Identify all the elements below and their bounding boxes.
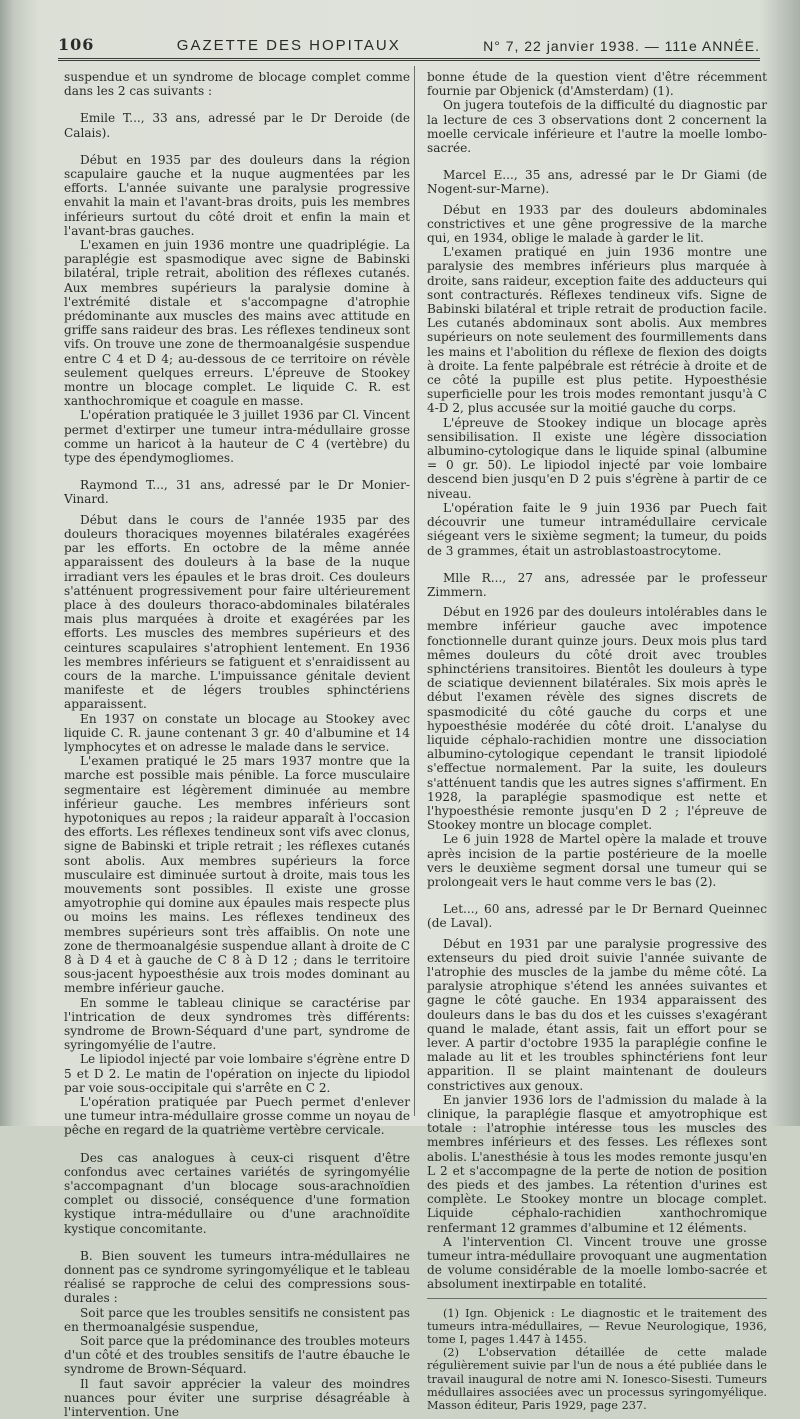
- paragraph: Soit parce que la prédominance des troubles moteurs d'un côté et des troubles sensitifs de l'autre ébauche le syndrome de Brown-Séquard.: [64, 1334, 410, 1377]
- paragraph: suspendue et un syndrome de blocage complet comme dans les 2 cas suivants :: [64, 70, 410, 99]
- paragraph: bonne étude de la question vient d'être récemment fournie par Objenick (d'Amsterdam) (1).: [427, 70, 767, 99]
- running-header: [58, 24, 760, 61]
- left-column: [64, 70, 410, 1419]
- footnote: (1) Ign. Objenick : Le diagnostic et le traitement des tumeurs intra-médullaires, — Revue Neurologique, 1936, tome I, pages 1.447 à 1455.: [427, 1306, 767, 1347]
- paragraph: En somme le tableau clinique se caractérise par l'intrication de deux syndromes très différents: syndrome de Brown-Séquard d'une part, syndrome de syringomyélie de l'autre.: [64, 995, 410, 1053]
- column-divider: [414, 66, 415, 1116]
- footnotes: [427, 1298, 767, 1413]
- paragraph: L'examen en juin 1936 montre une quadriplégie. La paraplégie est spasmodique avec signe de Babinski bilatéral, triple retrait, abolition des réflexes cutanés. Aux membres supérieurs la paralysie domine à l'extrémité distale et s'accompagne d'atrophie prédominante aux muscles des mains avec attitude en griffe sans raideur des bras. Les réflexes tendineux sont vifs. On trouve une zone de thermoanalgésie suspendue entre C 4 et D 4; au-dessous de ce territoire on révèle seulement quelques erreurs. L'épreuve de Stookey montre un blocage complet. Le liquide C. R. est xanthochromique et coagule en masse.: [64, 238, 410, 409]
- page-number: 106: [58, 35, 95, 54]
- paragraph: En 1937 on constate un blocage au Stookey avec liquide C. R. jaune contenant 3 gr. 40 d'albumine et 14 lymphocytes et on adresse le malade dans le service.: [64, 711, 410, 754]
- paragraph: L'examen pratiqué le 25 mars 1937 montre que la marche est possible mais pénible. La force musculaire segmentaire est légèrement diminuée au membre inférieur gauche. Les membres inférieurs sont hypotoniques au repos ; la raideur apparaît à l'occasion des efforts. Les réflexes tendineux sont vifs avec clonus, signe de Babinski et triple retrait ; les réflexes cutanés sont abolis. Aux membres supérieurs la force musculaire est diminuée surtout à droite, mais tous les mouvements sont possibles. Il existe une grosse amyotrophie qui domine aux épaules mais respecte plus ou moins les mains. Les réflexes tendineux des membres supérieurs sont très affaiblis. On note une zone de thermoanalgésie suspendue allant à droite de C 8 à D 4 et à gauche de C 8 à D 12 ; dans le territoire sous-jacent hypoesthésie aux trois modes dominant au membre inférieur gauche.: [64, 754, 410, 996]
- right-column: [427, 70, 767, 1412]
- paragraph: Il faut savoir apprécier la valeur des moindres nuances pour éviter une surprise désagréable à l'intervention. Une: [64, 1376, 410, 1419]
- paragraph: Début en 1926 par des douleurs intolérables dans le membre inférieur gauche avec impotence fonctionnelle durant quinze jours. Deux mois plus tard mêmes douleurs du côté droit avec troubles sphinctériens transitoires. Bientôt les douleurs à type de sciatique deviennent bilatérales. Six mois après le début l'examen révèle des signes discrets de spasmodicité du côté gauche du corps et une hypoesthésie modérée du côté droit. L'analyse du liquide céphalo-rachidien montre une dissociation albumino-cytologique cependant le transit lipiodolé s'effectue normalement. Par la suite, les douleurs s'atténuent tandis que les autres signes s'affirment. En 1928, la paraplégie spasmodique est nette et l'hypoesthésie remonte jusqu'en D 2 ; l'épreuve de Stookey montre un blocage complet.: [427, 605, 767, 833]
- paragraph: Des cas analogues à ceux-ci risquent d'être confondus avec certaines variétés de syringomyélie s'accompagnant d'un blocage sous-arachnoïdien complet ou dissocié, conséquence d'une formation kystique intra-médullaire ou d'une arachnoïdite kystique concomitante.: [64, 1150, 410, 1236]
- paragraph: En janvier 1936 lors de l'admission du malade à la clinique, la paraplégie flasque et amyotrophique est totale : l'atrophie intéresse tous les muscles des membres inférieurs et des fesses. Les réflexes sont abolis. L'anesthésie à tous les modes remonte jusqu'en L 2 et s'accompagne de la perte de notion de position des pieds et des jambes. La rétention d'urines est complète. Le Stookey montre un blocage complet. Liquide céphalo-rachidien xanthochromique renfermant 12 grammes d'albumine et 12 éléments.: [427, 1092, 767, 1235]
- footnote: (2) L'observation détaillée de cette malade régulièrement suivie par l'un de nous a été publiée dans le travail inaugural de notre ami N. Ionesco-Sisesti. Tumeurs médullaires associées avec un processus syringomyélique. Masson éditeur, Paris 1929, page 237.: [427, 1346, 767, 1413]
- paragraph: On jugera toutefois de la difficulté du diagnostic par la lecture de ces 3 observations dont 2 concernent la moelle cervicale inférieure et l'autre la moelle lombo-sacrée.: [427, 98, 767, 156]
- paragraph: A l'intervention Cl. Vincent trouve une grosse tumeur intra-médullaire provoquant une augmentation de volume considérable de la moelle lombo-sacrée et absolument inextirpable en totalité.: [427, 1234, 767, 1292]
- paragraph: L'opération pratiquée par Puech permet d'enlever une tumeur intra-médullaire grosse comme un noyau de pêche en regard de la quatrième vertèbre cervicale.: [64, 1095, 410, 1138]
- paragraph: L'épreuve de Stookey indique un blocage après sensibilisation. Il existe une légère dissociation albumino-cytologique dans le liquide spinal (albumine = 0 gr. 50). Le lipiodol injecté par voie lombaire descend bien jusqu'en D 2 puis s'égrène à partir de ce niveau.: [427, 415, 767, 501]
- paragraph: L'examen pratiqué en juin 1936 montre une paralysie des membres inférieurs plus marquée à droite, sans raideur, exception faite des adducteurs qui sont contracturés. Réflexes tendineux vifs. Signe de Babinski bilatéral et triple retrait de production facile. Les cutanés abdominaux sont abolis. Aux membres supérieurs on note seulement des fourmillements dans les mains et l'abolition du réflexe de flexion des doigts à droite. La fente palpébrale est rétrécie à droite et de ce côté la pupille est plus petite. Hypoesthésie superficielle pour les trois modes remontant jusqu'à C 4-D 2, plus accusée sur la moitié gauche du corps.: [427, 245, 767, 416]
- paragraph: Début en 1935 par des douleurs dans la région scapulaire gauche et la nuque augmentées par les efforts. L'année suivante une paralysie progressive envahit la main et l'avant-bras droits, puis les membres inférieurs surtout du côté droit et enfin la main et l'avant-bras gauches.: [64, 152, 410, 238]
- paragraph: B. Bien souvent les tumeurs intra-médullaires ne donnent pas ce syndrome syringomyélique et le tableau réalisé se rapproche de celui des compressions sous-durales :: [64, 1248, 410, 1306]
- paragraph: Le lipiodol injecté par voie lombaire s'égrène entre D 5 et D 2. Le matin de l'opération on injecte du lipiodol par voie sous-occipitale qui s'arrête en C 2.: [64, 1052, 410, 1095]
- paragraph: Début dans le cours de l'année 1935 par des douleurs thoraciques moyennes bilatérales exagérées par les efforts. En octobre de la même année apparaissent des douleurs à la base de la nuque irradiant vers les épaules et le bras droit. Ces douleurs s'atténuent progressivement pour faire ultérieurement place à des douleurs thoraco-abdominales bilatérales mais plus marquées à droite et exagérées par les efforts. Les muscles des membres supérieurs et des ceintures scapulaires s'atrophient lentement. En 1936 les membres inférieurs se fatiguent et s'enraidissent au cours de la marche. L'impuissance génitale devient manifeste et de légers troubles sphinctériens apparaissent.: [64, 512, 410, 712]
- paragraph: Début en 1931 par une paralysie progressive des extenseurs du pied droit suivie l'année suivante de l'atrophie des muscles de la jambe du même côté. La paralysie atrophique s'étend les années suivantes et gagne le côté gauche. En 1934 apparaissent des douleurs dans le bas du dos et les cuisses s'exagérant quand le malade, étant assis, fait un effort pour se lever. A partir d'octobre 1935 la paraplégie confine le malade au lit et les troubles sphinctériens font leur apparition. Il se plaint maintenant de douleurs constrictives aux genoux.: [427, 936, 767, 1093]
- case-title: Emile T..., 33 ans, adressé par le Dr Deroide (de Calais).: [64, 111, 410, 140]
- paragraph: Le 6 juin 1928 de Martel opère la malade et trouve après incision de la partie postérieure de la moelle vers le deuxième segment dorsal une tumeur qui se prolongeait vers le haut comme vers le bas (2).: [427, 832, 767, 889]
- case-title: Let..., 60 ans, adressé par le Dr Bernard Queinnec (de Laval).: [427, 902, 767, 931]
- issue-info: N° 7, 22 janvier 1938. — 111e ANNÉE.: [483, 38, 760, 54]
- case-title: Mlle R..., 27 ans, adressée par le professeur Zimmern.: [427, 570, 767, 599]
- journal-title: GAZETTE DES HOPITAUX: [176, 37, 401, 54]
- case-title: Raymond T..., 31 ans, adressé par le Dr Monier-Vinard.: [64, 478, 410, 507]
- paragraph: L'opération pratiquée le 3 juillet 1936 par Cl. Vincent permet d'extirper une tumeur intra-médullaire grosse comme un haricot à la hauteur de C 4 (vertèbre) du type des épendymogliomes.: [64, 408, 410, 466]
- paragraph: Début en 1933 par des douleurs abdominales constrictives et une gêne progressive de la marche qui, en 1934, oblige le malade à garder le lit.: [427, 202, 767, 246]
- paragraph: L'opération faite le 9 juin 1936 par Puech fait découvrir une tumeur intramédullaire cervicale siégeant vers le sixième segment; la tumeur, du poids de 3 grammes, était un astroblastoastrocytome.: [427, 500, 767, 558]
- paragraph: Soit parce que les troubles sensitifs ne consistent pas en thermoanalgésie suspendue,: [64, 1305, 410, 1334]
- case-title: Marcel E..., 35 ans, adressé par le Dr Giami (de Nogent-sur-Marne).: [427, 168, 767, 197]
